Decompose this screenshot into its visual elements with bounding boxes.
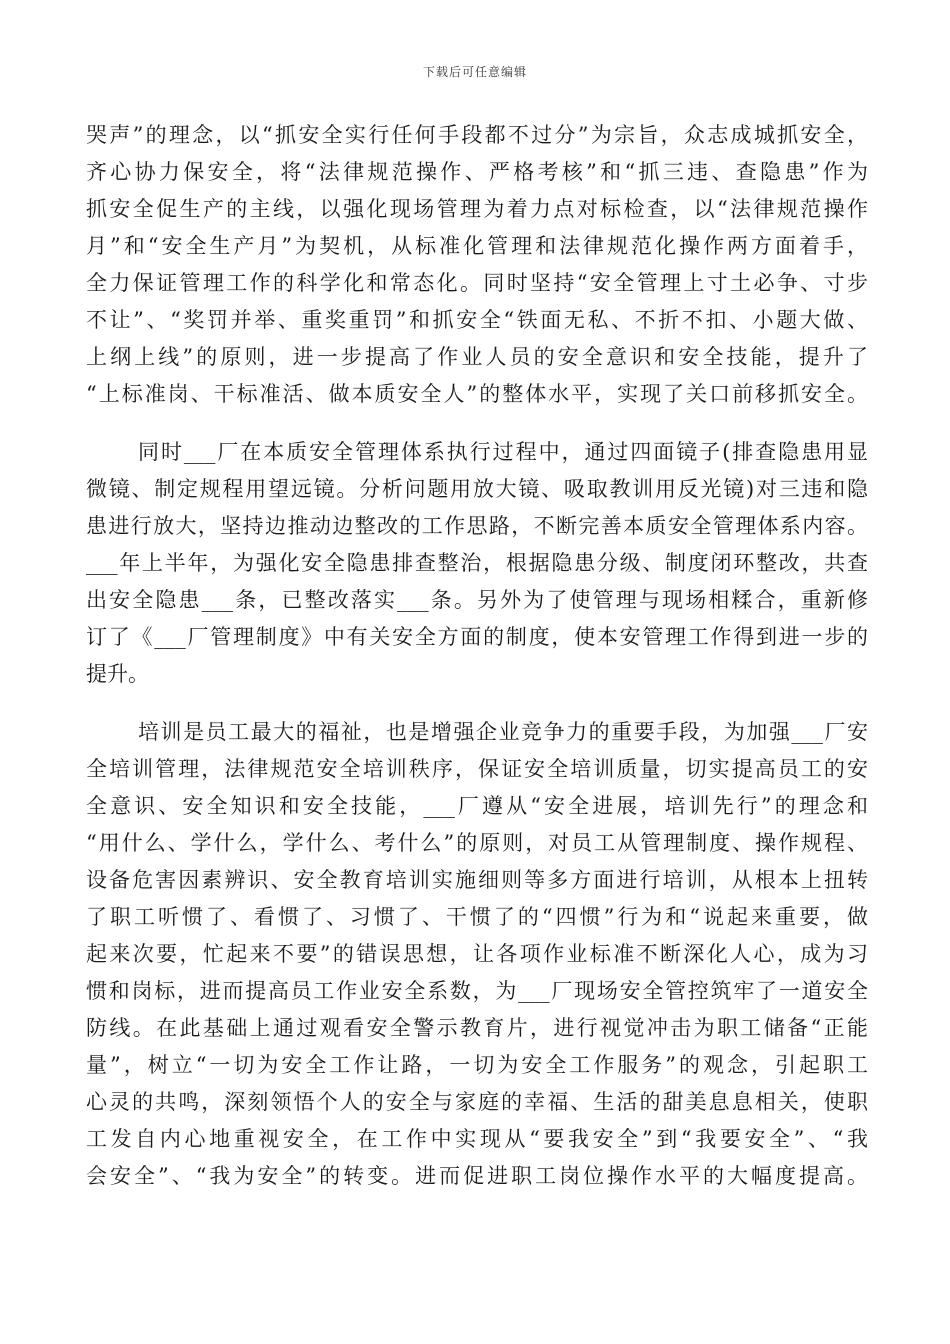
- text-line: 抓安全促生产的主线，以强化现场管理为着力点对标检查，以“法律规范操作: [86, 197, 868, 221]
- text-line: 设备危害因素辨识、安全教育培训实施细则等多方面进行培训，从根本上扭转: [86, 868, 868, 892]
- paragraph-3: [86, 714, 868, 1195]
- paragraph-spacer: [86, 693, 868, 714]
- text-line: 培训是员工最大的福祉，也是增强企业竞争力的重要手段，为加强___厂安: [138, 720, 868, 744]
- text-line: 工发自内心地重视安全，在工作中实现从“要我安全”到“我要安全”、“我: [86, 1127, 868, 1151]
- text-line: 心灵的共鸣，深刻领悟个人的安全与家庭的幸福、生活的甜美息息相关，使职: [86, 1090, 868, 1114]
- text-line: 全培训管理，法律规范安全培训秩序，保证安全培训质量，切实提高员工的安: [86, 757, 868, 781]
- text-line: 全意识、安全知识和安全技能，___厂遵从“安全进展，培训先行”的理念和: [86, 794, 868, 818]
- text-line: 同时___厂在本质安全管理体系执行过程中，通过四面镜子(排查隐患用显: [138, 440, 868, 464]
- page-header: 下载后可任意编辑: [422, 65, 527, 79]
- text-line: 微镜、制定规程用望远镜。分析问题用放大镜、吸取教训用反光镜)对三违和隐: [86, 477, 868, 501]
- text-line: ___年上半年，为强化安全隐患排查整治，根据隐患分级、制度闭环整改，共查: [86, 551, 868, 575]
- text-line: “用什么、学什么，学什么、考什么”的原则，对员工从管理制度、操作规程、: [86, 831, 868, 855]
- text-line: 哭声”的理念，以“抓安全实行任何手段都不过分”为宗旨，众志成城抓安全，: [86, 123, 868, 147]
- text-line: 量”，树立“一切为安全工作让路，一切为安全工作服务”的观念，引起职工: [86, 1053, 868, 1077]
- document-body: [86, 117, 868, 1195]
- text-line: 提升。: [86, 662, 149, 686]
- text-line: 患进行放大，坚持边推动边整改的工作思路，不断完善本质安全管理体系内容。: [86, 514, 868, 538]
- paragraph-1: [86, 117, 868, 413]
- text-line: “上标准岗、干标准活、做本质安全人”的整体水平，实现了关口前移抓安全。: [86, 382, 868, 406]
- text-line: 齐心协力保安全，将“法律规范操作、严格考核”和“抓三违、查隐患”作为: [86, 160, 868, 184]
- paragraph-2: [86, 434, 868, 693]
- text-line: 不让”、“奖罚并举、重奖重罚”和抓安全“铁面无私、不折不扣、小题大做、: [86, 308, 868, 332]
- text-line: 订了《___厂管理制度》中有关安全方面的制度，使本安管理工作得到进一步的: [86, 625, 868, 649]
- text-line: 起来次要，忙起来不要”的错误思想，让各项作业标准不断深化人心，成为习: [86, 942, 868, 966]
- text-line: 了职工听惯了、看惯了、习惯了、干惯了的“四惯”行为和“说起来重要，做: [86, 905, 868, 929]
- text-line: 惯和岗标，进而提高员工作业安全系数，为___厂现场安全管控筑牢了一道安全: [86, 979, 868, 1003]
- text-line: 全力保证管理工作的科学化和常态化。同时坚持“安全管理上寸土必争、寸步: [86, 271, 868, 295]
- text-line: 上纲上线”的原则，进一步提高了作业人员的安全意识和安全技能，提升了: [86, 345, 868, 369]
- text-line: 防线。在此基础上通过观看安全警示教育片，进行视觉冲击为职工储备“正能: [86, 1016, 868, 1040]
- paragraph-spacer: [86, 413, 868, 434]
- text-line: 月”和“安全生产月”为契机，从标准化管理和法律规范化操作两方面着手，: [86, 234, 868, 258]
- text-line: 会安全”、“我为安全”的转变。进而促进职工岗位操作水平的大幅度提高。: [86, 1164, 868, 1188]
- text-line: 出安全隐患___条，已整改落实___条。另外为了使管理与现场相糅合，重新修: [86, 588, 868, 612]
